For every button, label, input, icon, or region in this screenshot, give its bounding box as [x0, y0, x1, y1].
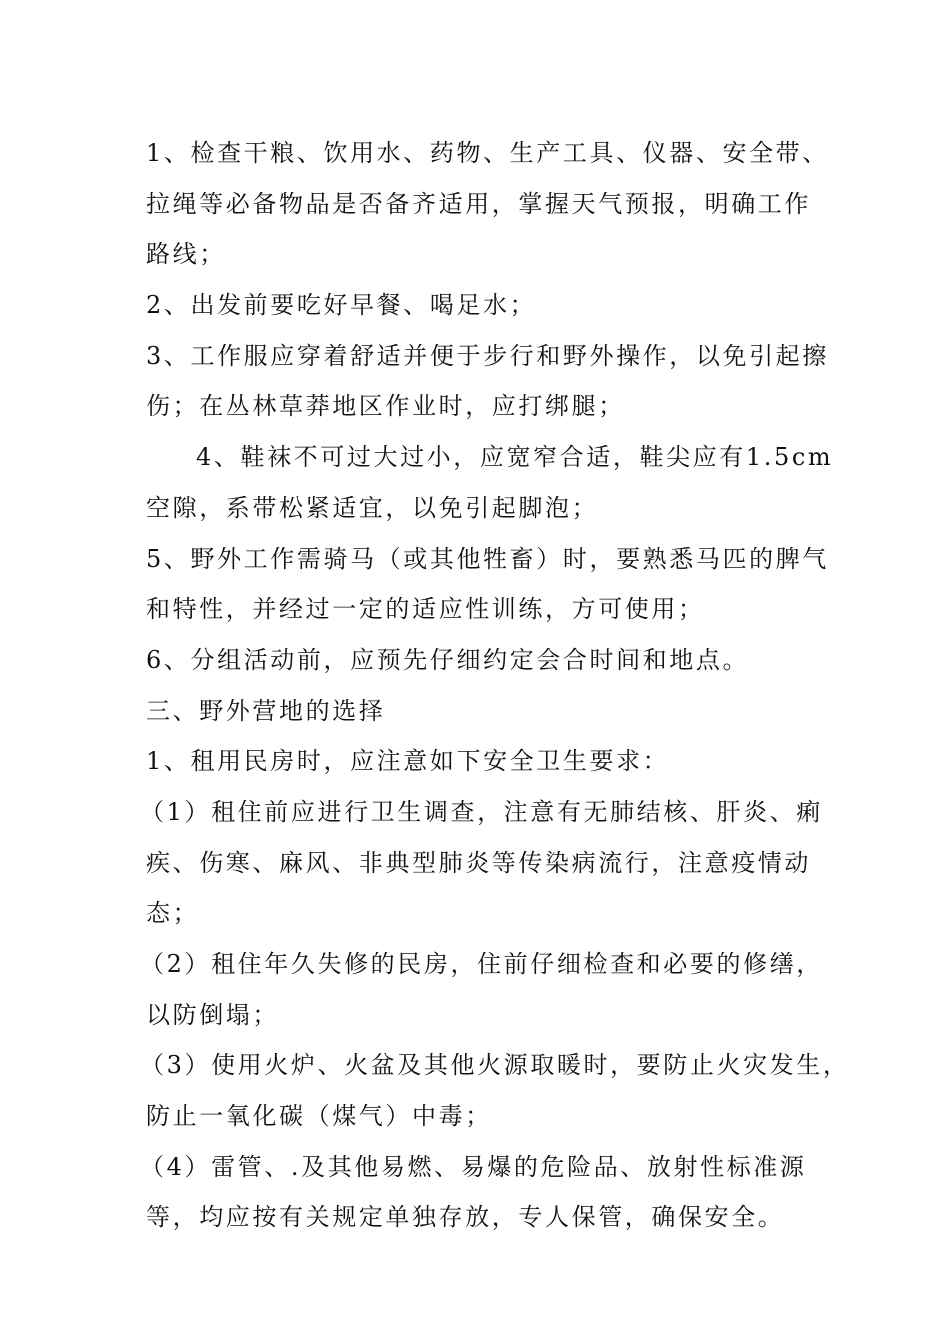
text-line: 伤；在丛林草莽地区作业时，应打绑腿； [146, 392, 625, 421]
text-line: 1、租用民房时，应注意如下安全卫生要求： [146, 747, 670, 776]
text-line: 2、出发前要吃好早餐、喝足水； [146, 291, 537, 320]
section-heading: 三、野外营地的选择 [146, 696, 386, 725]
text-line: （2）租住年久失修的民房，住前仔细检查和必要的修缮， [140, 950, 823, 978]
text-line: 5、野外工作需骑马（或其他牲畜）时，要熟悉马匹的脾气 [146, 544, 829, 573]
text-line: 4、鞋袜不可过大过小，应宽窄合适，鞋尖应有1.5cm [196, 443, 834, 472]
text-line: 拉绳等必备物品是否备齐适用，掌握天气预报，明确工作 [146, 189, 811, 218]
document-body [140, 128, 850, 1243]
text-line: （1）租住前应进行卫生调查，注意有无肺结核、肝炎、痢 [140, 797, 823, 826]
text-line: 空隙，系带松紧适宜，以免引起脚泡； [146, 493, 599, 522]
text-line: 防止一氧化碳（煤气）中毒； [146, 1102, 492, 1131]
text-line: （3）使用火炉、火盆及其他火源取暖时，要防止火灾发生， [140, 1051, 850, 1080]
text-line: 疾、伤寒、麻风、非典型肺炎等传染病流行，注意疫情动 [146, 848, 811, 877]
text-line: （4）雷管、.及其他易燃、易爆的危险品、放射性标准源 [140, 1152, 807, 1181]
text-line: 等，均应按有关规定单独存放，专人保管，确保安全。 [146, 1203, 785, 1232]
text-line: 3、工作服应穿着舒适并便于步行和野外操作，以免引起擦 [146, 341, 829, 370]
text-line: 和特性，并经过一定的适应性训练，方可使用； [146, 595, 705, 624]
text-line: 以防倒塌； [146, 1000, 279, 1029]
text-line: 6、分组活动前，应预先仔细约定会合时间和地点。 [146, 645, 750, 674]
text-line: 1、检查干粮、饮用水、药物、生产工具、仪器、安全带、 [146, 139, 829, 167]
text-line: 态； [146, 899, 200, 928]
text-line: 路线； [146, 240, 226, 269]
